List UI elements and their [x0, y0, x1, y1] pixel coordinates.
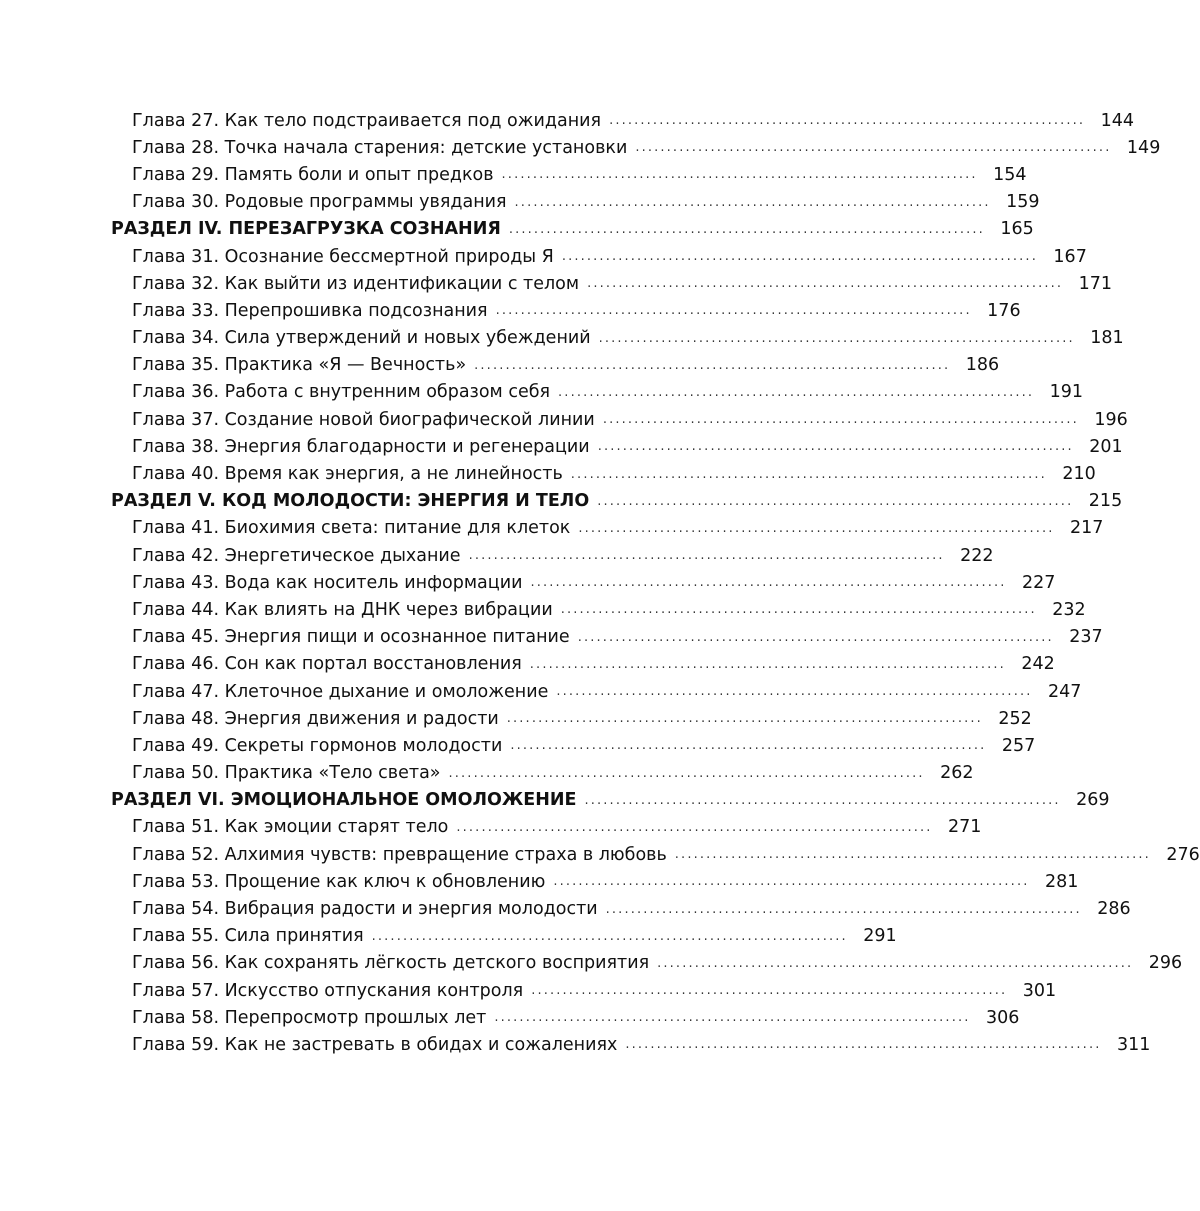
page-number: 286: [1097, 899, 1131, 920]
toc-chapter-row: [111, 270, 1113, 297]
dot-leader: [561, 602, 1034, 617]
toc-chapter-row: [111, 732, 1036, 759]
page-number: 181: [1090, 328, 1124, 349]
page-number: 196: [1094, 409, 1128, 430]
chapter-title: Глава 49. Секреты гормонов молодости: [132, 735, 503, 756]
chapter-title: Глава 28. Точка начала старения: детские установки: [132, 137, 628, 158]
section-title: РАЗДЕЛ IV. ПЕРЕЗАГРУЗКА СОЗНАНИЯ: [111, 219, 501, 240]
toc-chapter-row: [111, 868, 1079, 895]
dot-leader: [509, 222, 982, 237]
toc-chapter-row: [111, 760, 974, 787]
toc-section-row: [111, 787, 1110, 814]
toc-chapter-row: [111, 515, 1104, 542]
page-number: 247: [1047, 681, 1082, 702]
page-number: 306: [985, 1007, 1020, 1028]
toc-chapter-row: [111, 678, 1082, 705]
page-number: 301: [1022, 980, 1057, 1001]
chapter-title: Глава 56. Как сохранять лёгкость детского восприятия: [132, 953, 650, 974]
chapter-title: Глава 36. Работа с внутренним образом себя: [132, 382, 551, 403]
dot-leader: [449, 766, 922, 781]
chapter-title: Глава 45. Энергия пищи и осознанное питание: [132, 627, 570, 648]
page-number: 276: [1166, 844, 1200, 865]
page-number: 167: [1053, 246, 1087, 267]
dot-leader: [507, 711, 980, 726]
dot-leader: [562, 249, 1035, 264]
dot-leader: [657, 956, 1130, 971]
chapter-title: Глава 52. Алхимия чувств: превращение страха в любовь: [132, 844, 667, 865]
dot-leader: [603, 412, 1076, 427]
chapter-title: Глава 37. Создание новой биографической линии: [132, 409, 595, 430]
dot-leader: [556, 684, 1029, 699]
dot-leader: [571, 467, 1044, 482]
page-number: 210: [1062, 464, 1096, 485]
toc-chapter-row: [111, 542, 994, 569]
toc-chapter-row: [111, 352, 1000, 379]
page-number: 149: [1126, 137, 1161, 158]
page-number: 186: [965, 355, 1000, 376]
toc-chapter-row: [111, 433, 1123, 460]
toc-chapter-row: [111, 243, 1087, 270]
chapter-title: Глава 50. Практика «Тело света»: [132, 763, 441, 784]
dot-leader: [515, 195, 988, 210]
toc-chapter-row: [111, 923, 897, 950]
dot-leader: [587, 276, 1060, 291]
dot-leader: [510, 738, 983, 753]
dot-leader: [625, 1037, 1098, 1052]
page-number: 154: [993, 164, 1027, 185]
chapter-title: Глава 46. Сон как портал восстановления: [132, 654, 522, 675]
page-number: 242: [1021, 654, 1055, 675]
chapter-title: Глава 40. Время как энергия, а не линейность: [132, 464, 563, 485]
dot-leader: [675, 847, 1148, 862]
toc-chapter-row: [111, 624, 1103, 651]
chapter-title: Глава 34. Сила утверждений и новых убеждений: [132, 328, 591, 349]
page-number: 257: [1001, 735, 1036, 756]
dot-leader: [469, 548, 942, 563]
page-number: 201: [1089, 436, 1123, 457]
page-number: 262: [940, 763, 974, 784]
chapter-title: Глава 41. Биохимия света: питание для клеток: [132, 518, 571, 539]
dot-leader: [372, 929, 845, 944]
dot-leader: [558, 385, 1031, 400]
page-number: 159: [1006, 192, 1040, 213]
toc-chapter-row: [111, 814, 982, 841]
dot-leader: [598, 439, 1071, 454]
chapter-title: Глава 51. Как эмоции старят тело: [132, 817, 449, 838]
chapter-title: Глава 59. Как не застревать в обидах и сожалениях: [132, 1034, 618, 1055]
chapter-title: Глава 33. Перепрошивка подсознания: [132, 300, 488, 321]
toc-chapter-row: [111, 189, 1040, 216]
dot-leader: [599, 331, 1072, 346]
page-number: 176: [987, 300, 1021, 321]
chapter-title: Глава 58. Перепросмотр прошлых лет: [132, 1007, 487, 1028]
page-number: 291: [863, 926, 897, 947]
dot-leader: [530, 657, 1003, 672]
chapter-title: Глава 29. Память боли и опыт предков: [132, 164, 494, 185]
toc-chapter-row: [111, 895, 1131, 922]
dot-leader: [553, 874, 1026, 889]
chapter-title: Глава 53. Прощение как ключ к обновлению: [132, 871, 546, 892]
page-number: 217: [1069, 518, 1104, 539]
page-number: 232: [1052, 599, 1086, 620]
chapter-title: Глава 57. Искусство отпускания контроля: [132, 980, 524, 1001]
dot-leader: [609, 113, 1082, 128]
page-number: 222: [960, 545, 994, 566]
dot-leader: [606, 902, 1079, 917]
page-number: 311: [1116, 1034, 1151, 1055]
table-of-contents: [111, 107, 1200, 1059]
chapter-title: Глава 32. Как выйти из идентификации с телом: [132, 273, 580, 294]
chapter-title: Глава 42. Энергетическое дыхание: [132, 545, 461, 566]
toc-chapter-row: [111, 297, 1021, 324]
page-number: 144: [1100, 110, 1135, 131]
chapter-title: Глава 55. Сила принятия: [132, 926, 364, 947]
dot-leader: [502, 167, 975, 182]
page-number: 191: [1049, 382, 1084, 403]
section-title: РАЗДЕЛ VI. ЭМОЦИОНАЛЬНОЕ ОМОЛОЖЕНИЕ: [111, 790, 577, 811]
toc-chapter-row: [111, 325, 1124, 352]
page-number: 165: [1000, 219, 1034, 240]
chapter-title: Глава 27. Как тело подстраивается под ожидания: [132, 110, 602, 131]
toc-chapter-row: [111, 1004, 1020, 1031]
chapter-title: Глава 48. Энергия движения и радости: [132, 708, 499, 729]
dot-leader: [635, 140, 1108, 155]
toc-chapter-row: [111, 379, 1084, 406]
chapter-title: Глава 30. Родовые программы увядания: [132, 192, 507, 213]
chapter-title: Глава 43. Вода как носитель информации: [132, 572, 523, 593]
toc-chapter-row: [111, 841, 1200, 868]
chapter-title: Глава 38. Энергия благодарности и регенерации: [132, 436, 590, 457]
toc-section-row: [111, 488, 1123, 515]
toc-chapter-row: [111, 161, 1027, 188]
page-number: 237: [1069, 627, 1103, 648]
toc-chapter-row: [111, 651, 1055, 678]
chapter-title: Глава 47. Клеточное дыхание и омоложение: [132, 681, 549, 702]
toc-chapter-row: [111, 977, 1057, 1004]
dot-leader: [496, 303, 969, 318]
chapter-title: Глава 54. Вибрация радости и энергия молодости: [132, 899, 598, 920]
page-number: 271: [947, 817, 982, 838]
toc-chapter-row: [111, 705, 1032, 732]
toc-chapter-row: [111, 1031, 1151, 1058]
dot-leader: [578, 630, 1051, 645]
dot-leader: [597, 494, 1070, 509]
toc-chapter-row: [111, 107, 1135, 134]
toc-chapter-row: [111, 596, 1086, 623]
toc-chapter-row: [111, 950, 1183, 977]
toc-section-row: [111, 216, 1034, 243]
section-title: РАЗДЕЛ V. КОД МОЛОДОСТИ: ЭНЕРГИЯ И ТЕЛО: [111, 491, 590, 512]
toc-chapter-row: [111, 569, 1056, 596]
chapter-title: Глава 44. Как влиять на ДНК через вибрации: [132, 599, 553, 620]
page-number: 296: [1148, 953, 1183, 974]
toc-chapter-row: [111, 406, 1128, 433]
chapter-title: Глава 35. Практика «Я — Вечность»: [132, 355, 467, 376]
toc-chapter-row: [111, 134, 1161, 161]
chapter-title: Глава 31. Осознание бессмертной природы Я: [132, 246, 554, 267]
page-number: 281: [1044, 871, 1079, 892]
dot-leader: [585, 793, 1058, 808]
dot-leader: [530, 575, 1003, 590]
dot-leader: [494, 1010, 967, 1025]
dot-leader: [456, 820, 929, 835]
dot-leader: [531, 983, 1004, 998]
page-number: 227: [1022, 572, 1056, 593]
page-number: 215: [1088, 491, 1123, 512]
page-number: 171: [1078, 273, 1113, 294]
dot-leader: [474, 358, 947, 373]
page-number: 269: [1076, 790, 1110, 811]
toc-chapter-row: [111, 460, 1096, 487]
dot-leader: [578, 521, 1051, 536]
page-number: 252: [998, 708, 1032, 729]
